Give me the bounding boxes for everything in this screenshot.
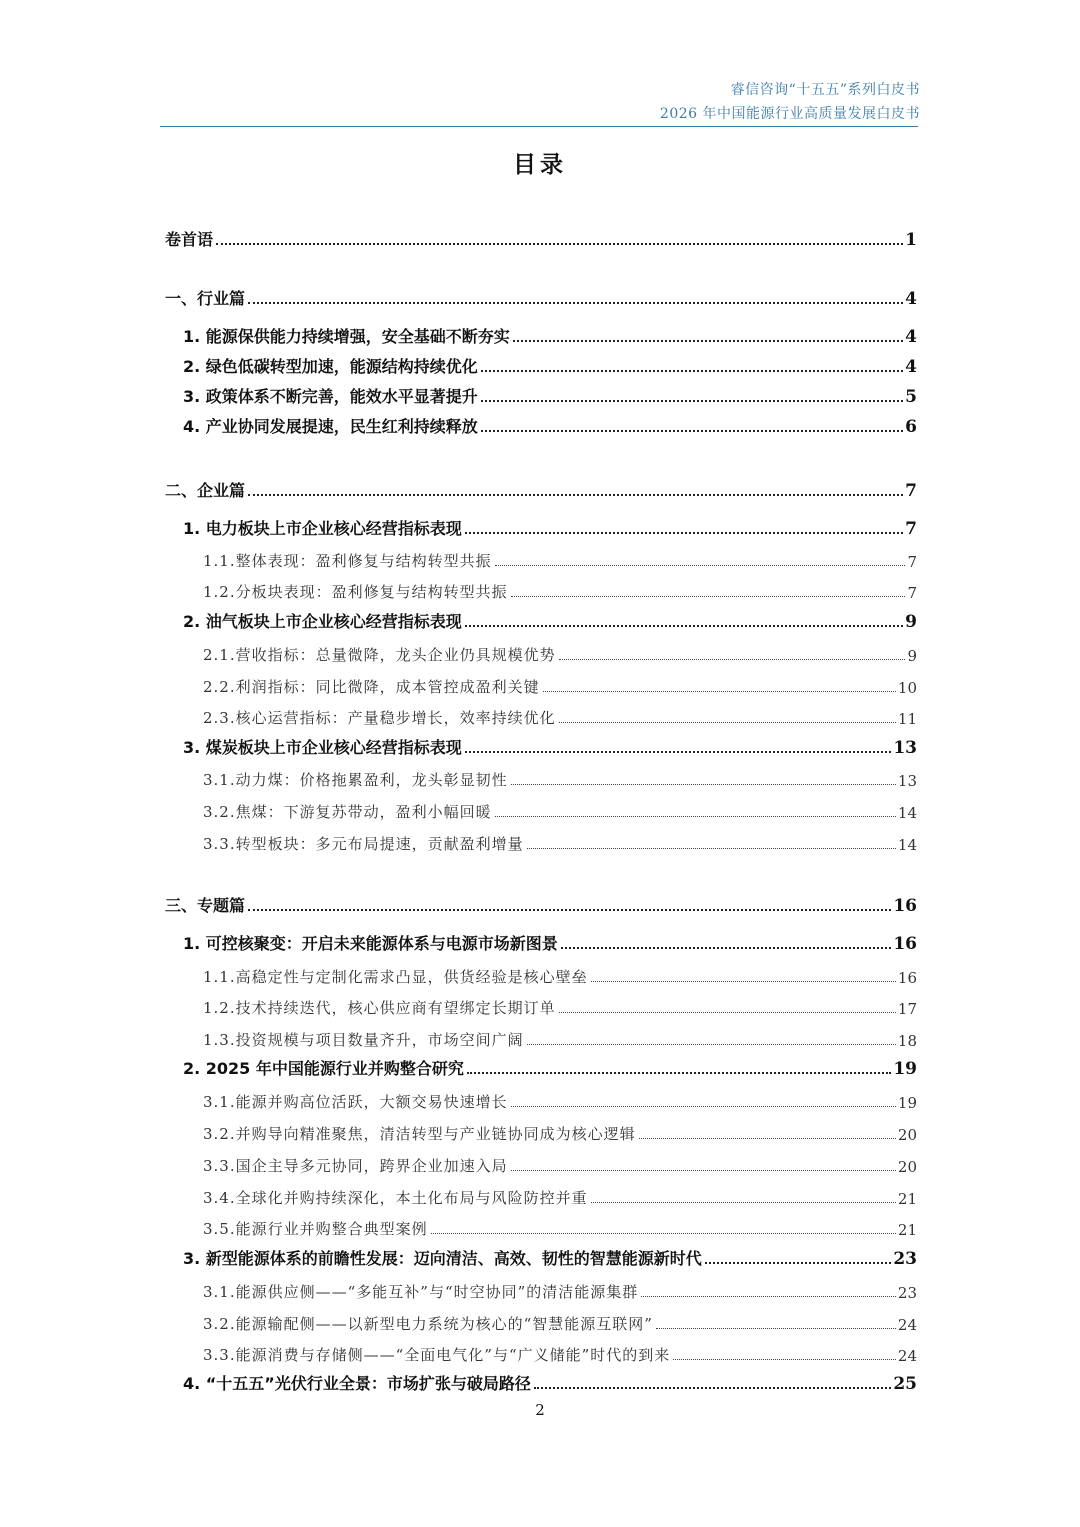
toc-entry[interactable] [165, 1243, 917, 1269]
toc-entry-page: 9 [905, 612, 917, 632]
toc-entry-page: 16 [893, 934, 917, 954]
header-series-title: 睿信咨询“十五五”系列白皮书 [730, 82, 920, 98]
toc-entry-page: 7 [905, 519, 917, 539]
toc-entry-page: 9 [907, 647, 917, 665]
toc-entry-title: 3.1.能源并购高位活跃，大额交易快速增长 [203, 1093, 508, 1111]
toc-entry-title: 1.3.投资规模与项目数量齐升，市场空间广阔 [203, 1031, 524, 1049]
toc-entry-page: 14 [897, 836, 917, 854]
toc-entry[interactable] [165, 961, 917, 987]
page-number: 2 [535, 1401, 545, 1419]
toc-entry[interactable] [165, 545, 917, 571]
toc-entry-page: 18 [897, 1032, 917, 1050]
toc-entry-page: 21 [897, 1190, 917, 1208]
toc-entry[interactable] [165, 576, 917, 602]
toc-entry-page: 16 [893, 896, 917, 916]
toc-entry[interactable] [165, 1024, 917, 1050]
toc-entry-title: 1. 能源保供能力持续增强，安全基础不断夯实 [183, 327, 510, 346]
toc-entry-title: 2. 绿色低碳转型加速，能源结构持续优化 [183, 357, 478, 376]
toc-entry[interactable] [165, 606, 917, 632]
toc-entry[interactable] [165, 639, 917, 665]
toc-entry-page: 25 [893, 1374, 917, 1394]
toc-entry-title: 4. “十五五”光伏行业全景：市场扩张与破局路径 [183, 1374, 531, 1393]
toc-entry-title: 2.3.核心运营指标：产量稳步增长，效率持续优化 [203, 709, 556, 727]
toc-entry[interactable] [165, 1053, 917, 1079]
toc-entry-title: 2. 2025 年中国能源行业并购整合研究 [183, 1059, 464, 1078]
toc-entry-page: 19 [897, 1094, 917, 1112]
toc-entry-page: 21 [897, 1221, 917, 1239]
toc-entry[interactable] [165, 796, 917, 822]
toc-entry-page: 17 [897, 1000, 917, 1018]
toc-entry-title: 1.2.分板块表现：盈利修复与结构转型共振 [203, 583, 508, 601]
toc-entry-section-1[interactable] [165, 283, 917, 309]
toc-entry-page: 20 [897, 1126, 917, 1144]
toc-entry-section-2[interactable] [165, 475, 917, 501]
toc-entry[interactable] [165, 1276, 917, 1302]
toc-entry[interactable] [165, 992, 917, 1018]
header-report-title: 2026 年中国能源行业高质量发展白皮书 [659, 106, 920, 122]
toc-entry-page: 23 [897, 1284, 917, 1302]
toc-entry-title: 1. 可控核聚变：开启未来能源体系与电源市场新图景 [183, 934, 558, 953]
toc-entry-page: 6 [905, 417, 917, 437]
toc-entry[interactable] [165, 381, 917, 407]
toc-entry-title: 2.2.利润指标：同比微降，成本管控成盈利关键 [203, 678, 540, 696]
page-title: 目录 [513, 152, 567, 178]
toc-entry-title: 1.1.整体表现：盈利修复与结构转型共振 [203, 552, 492, 570]
toc-entry[interactable] [165, 1150, 917, 1176]
toc-entry[interactable] [165, 1368, 917, 1394]
toc-entry-title: 3. 新型能源体系的前瞻性发展：迈向清洁、高效、韧性的智慧能源新时代 [183, 1249, 702, 1268]
toc-entry-title: 3.2.并购导向精准聚焦，清洁转型与产业链协同成为核心逻辑 [203, 1125, 636, 1143]
toc-entry-title: 一、行业篇 [165, 289, 246, 308]
toc-entry-page: 24 [897, 1316, 917, 1334]
toc-entry-page: 16 [897, 969, 917, 987]
toc-entry-page: 14 [897, 804, 917, 822]
toc-entry-title: 3.2.焦煤：下游复苏带动，盈利小幅回暖 [203, 803, 492, 821]
toc-entry-title: 2. 油气板块上市企业核心经营指标表现 [183, 612, 462, 631]
toc-entry-title: 3.1.动力煤：价格拖累盈利，龙头彰显韧性 [203, 771, 508, 789]
toc-entry-page: 7 [907, 553, 917, 571]
toc-entry-page: 1 [905, 230, 917, 250]
toc-entry[interactable] [165, 732, 917, 758]
toc-entry[interactable] [165, 764, 917, 790]
toc-entry-title: 3.5.能源行业并购整合典型案例 [203, 1220, 428, 1238]
toc-entry-page: 7 [905, 481, 917, 501]
toc-entry-title: 三、专题篇 [165, 896, 246, 915]
toc-entry-page: 24 [897, 1347, 917, 1365]
toc-entry[interactable] [165, 1182, 917, 1208]
toc-entry-page: 19 [893, 1059, 917, 1079]
toc-entry-page: 10 [897, 679, 917, 697]
toc-entry-title: 3.1.能源供应侧——“多能互补”与“时空协同”的清洁能源集群 [203, 1283, 639, 1301]
toc-entry-title: 3. 政策体系不断完善，能效水平显著提升 [183, 387, 478, 406]
toc-entry-page: 13 [897, 772, 917, 790]
toc-entry[interactable] [165, 702, 917, 728]
toc-entry[interactable] [165, 411, 917, 437]
toc-entry-title: 2.1.营收指标：总量微降，龙头企业仍具规模优势 [203, 646, 556, 664]
toc-entry-page: 4 [905, 357, 917, 377]
toc-entry[interactable] [165, 928, 917, 954]
header-rule [160, 126, 918, 127]
toc-entry[interactable] [165, 321, 917, 347]
toc-entry-title: 1. 电力板块上市企业核心经营指标表现 [183, 519, 462, 538]
toc-entry-title: 3.3.转型板块：多元布局提速，贡献盈利增量 [203, 835, 524, 853]
toc-entry-title: 3.4.全球化并购持续深化，本土化布局与风险防控并重 [203, 1189, 588, 1207]
toc-entry[interactable] [165, 1339, 917, 1365]
toc-entry-page: 7 [907, 584, 917, 602]
toc-entry-title: 3. 煤炭板块上市企业核心经营指标表现 [183, 738, 462, 757]
toc-entry-page: 13 [893, 738, 917, 758]
toc-entry-section-3[interactable] [165, 890, 917, 916]
toc-entry-title: 1.2.技术持续迭代，核心供应商有望绑定长期订单 [203, 999, 556, 1017]
toc-entry-preface[interactable] [165, 224, 917, 250]
toc-entry-page: 4 [905, 327, 917, 347]
toc-entry[interactable] [165, 828, 917, 854]
toc-entry-title: 卷首语 [165, 230, 214, 249]
toc-entry-title: 3.3.国企主导多元协同，跨界企业加速入局 [203, 1157, 508, 1175]
toc-entry-title: 二、企业篇 [165, 481, 246, 500]
toc-entry-title: 3.3.能源消费与存储侧——“全面电气化”与“广义储能”时代的到来 [203, 1346, 671, 1364]
toc-entry[interactable] [165, 351, 917, 377]
toc-entry-page: 11 [897, 710, 917, 728]
toc-entry-title: 3.2.能源输配侧——以新型电力系统为核心的“智慧能源互联网” [203, 1315, 653, 1333]
toc-entry-page: 23 [893, 1249, 917, 1269]
toc-entry[interactable] [165, 1213, 917, 1239]
toc-entry-page: 20 [897, 1158, 917, 1176]
toc-entry-title: 1.1.高稳定性与定制化需求凸显，供货经验是核心壁垒 [203, 968, 588, 986]
toc-entry[interactable] [165, 1118, 917, 1144]
toc-entry[interactable] [165, 671, 917, 697]
toc-entry-title: 4. 产业协同发展提速，民生红利持续释放 [183, 417, 478, 436]
toc-entry[interactable] [165, 1308, 917, 1334]
toc-entry[interactable] [165, 513, 917, 539]
toc-entry[interactable] [165, 1086, 917, 1112]
toc-entry-page: 5 [905, 387, 917, 407]
toc-entry-page: 4 [905, 289, 917, 309]
